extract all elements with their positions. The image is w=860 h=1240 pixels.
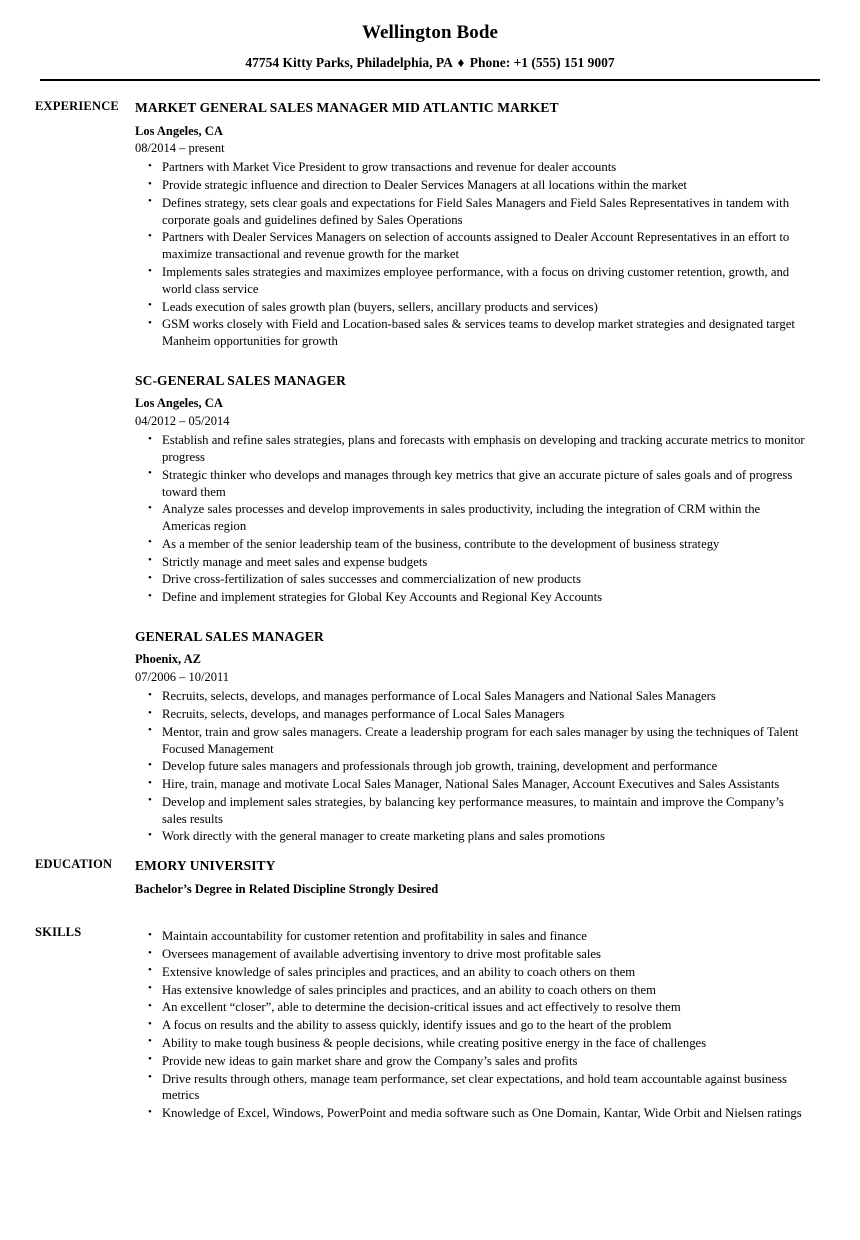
education-body [135, 857, 860, 897]
job-dates: 08/2014 – present [135, 141, 225, 156]
header-divider [40, 79, 820, 81]
section-label-education: EDUCATION [35, 857, 113, 872]
education-section [0, 857, 860, 897]
education-degree: Bachelor’s Degree in Related Discipline Strongly Desired [135, 881, 439, 896]
skill-bullet: • Has extensive knowledge of sales principles and practices, and an ability to coach others on them [135, 982, 810, 999]
job-title: SC-GENERAL SALES MANAGER [135, 372, 346, 388]
job-dates: 04/2012 – 05/2014 [135, 414, 230, 428]
job-bullet: • Work directly with the general manager to create marketing plans and sales promotions [135, 828, 810, 845]
skill-bullet: • Provide new ideas to gain market share and grow the Company’s sales and profits [135, 1053, 810, 1070]
contact-phone: Phone: +1 (555) 151 9007 [469, 54, 615, 70]
education-school: EMORY UNIVERSITY [135, 858, 276, 874]
experience-body [135, 99, 860, 845]
job-location: Phoenix, AZ [135, 652, 201, 667]
job-entry [135, 372, 810, 606]
candidate-name: Wellington Bode [361, 22, 499, 43]
skills-section [0, 925, 860, 1121]
job-title: GENERAL SALES MANAGER [135, 628, 324, 644]
contact-address: 47754 Kitty Parks, Philadelphia, PA [245, 54, 453, 70]
job-bullet-list [135, 159, 810, 349]
job-bullet: • Strategic thinker who develops and manages through key metrics that give an accurate picture of sales goals and of progress toward them [135, 467, 810, 501]
job-bullet: • Strictly manage and meet sales and expense budgets [135, 554, 810, 571]
experience-section [0, 99, 860, 845]
resume-header [0, 0, 860, 81]
job-title: MARKET GENERAL SALES MANAGER MID ATLANTIC MARKET [135, 99, 559, 115]
skill-bullet: • Knowledge of Excel, Windows, PowerPoint and media software such as One Domain, Kantar, Wide Orbit and Nielsen ratings [135, 1105, 810, 1122]
job-bullet: • Leads execution of sales growth plan (buyers, sellers, ancillary products and services) [135, 299, 810, 316]
job-entry [135, 628, 810, 845]
job-location: Los Angeles, CA [135, 396, 223, 411]
skill-bullet: • Oversees management of available advertising inventory to drive most profitable sales [135, 946, 810, 963]
job-bullet: • GSM works closely with Field and Location-based sales & services teams to develop market strategies and designated target Manheim opportunities for growth [135, 316, 810, 350]
job-bullet: • Hire, train, manage and motivate Local Sales Manager, National Sales Manager, Account Executives and Sales Assistants [135, 776, 810, 793]
contact-line [0, 55, 860, 71]
job-bullet: • Provide strategic influence and direction to Dealer Services Managers at all locations within the market [135, 177, 810, 194]
job-bullet-list [135, 688, 810, 845]
job-bullet: • Recruits, selects, develops, and manages performance of Local Sales Managers [135, 706, 810, 723]
job-bullet: • Establish and refine sales strategies, plans and forecasts with emphasis on developing and tracking accurate metrics to monitor progress [135, 432, 810, 466]
job-bullet: • Analyze sales processes and develop improvements in sales productivity, including the integration of CRM within the Americas region [135, 501, 810, 535]
skills-body [135, 925, 860, 1121]
job-bullet: • Partners with Market Vice President to grow transactions and revenue for dealer accounts [135, 159, 810, 176]
job-bullet: • As a member of the senior leadership team of the business, contribute to the development of business strategy [135, 536, 810, 553]
job-bullet-list [135, 432, 810, 606]
skill-bullet: • Ability to make tough business & people decisions, while creating positive energy in the face of challenges [135, 1035, 810, 1052]
job-dates: 07/2006 – 10/2011 [135, 670, 229, 685]
job-bullet: • Partners with Dealer Services Managers on selection of accounts assigned to Dealer Account Representatives in an effort to maximize transactional and revenue growth for the market [135, 229, 810, 263]
job-bullet: • Drive cross-fertilization of sales successes and commercialization of new products [135, 571, 810, 588]
section-label-experience: EXPERIENCE [35, 98, 119, 113]
job-bullet: • Defines strategy, sets clear goals and expectations for Field Sales Managers and Field Sales Representatives in tandem with corporate goals and guidelines defined by Sales Operations [135, 195, 810, 229]
diamond-separator-icon: ♦ [457, 54, 465, 70]
job-bullet: • Define and implement strategies for Global Key Accounts and Regional Key Accounts [135, 589, 810, 606]
job-location: Los Angeles, CA [135, 123, 223, 138]
job-bullet: • Develop and implement sales strategies, by balancing key performance measures, to maintain and improve the Company’s sales results [135, 794, 810, 828]
skill-bullet: • Extensive knowledge of sales principles and practices, and an ability to coach others on them [135, 964, 810, 981]
skills-bullet-list [135, 928, 810, 1121]
skill-bullet: • An excellent “closer”, able to determine the decision-critical issues and act effectively to resolve them [135, 999, 810, 1016]
job-entry [135, 99, 810, 350]
skill-bullet: • Maintain accountability for customer retention and profitability in sales and finance [135, 928, 810, 945]
job-bullet: • Develop future sales managers and professionals through job growth, training, development and performance [135, 758, 810, 775]
section-label-skills: SKILLS [35, 925, 82, 940]
skill-bullet: • Drive results through others, manage team performance, set clear expectations, and hold team accountable against business metrics [135, 1071, 810, 1105]
skill-bullet: • A focus on results and the ability to assess quickly, identify issues and go to the heart of the problem [135, 1017, 810, 1034]
job-bullet: • Mentor, train and grow sales managers. Create a leadership program for each sales manager by using the techniques of Talent Focused Management [135, 724, 810, 758]
job-bullet: • Implements sales strategies and maximizes employee performance, with a focus on driving customer retention, growth, and world class service [135, 264, 810, 298]
job-bullet: • Recruits, selects, develops, and manages performance of Local Sales Managers and National Sales Managers [135, 688, 810, 705]
